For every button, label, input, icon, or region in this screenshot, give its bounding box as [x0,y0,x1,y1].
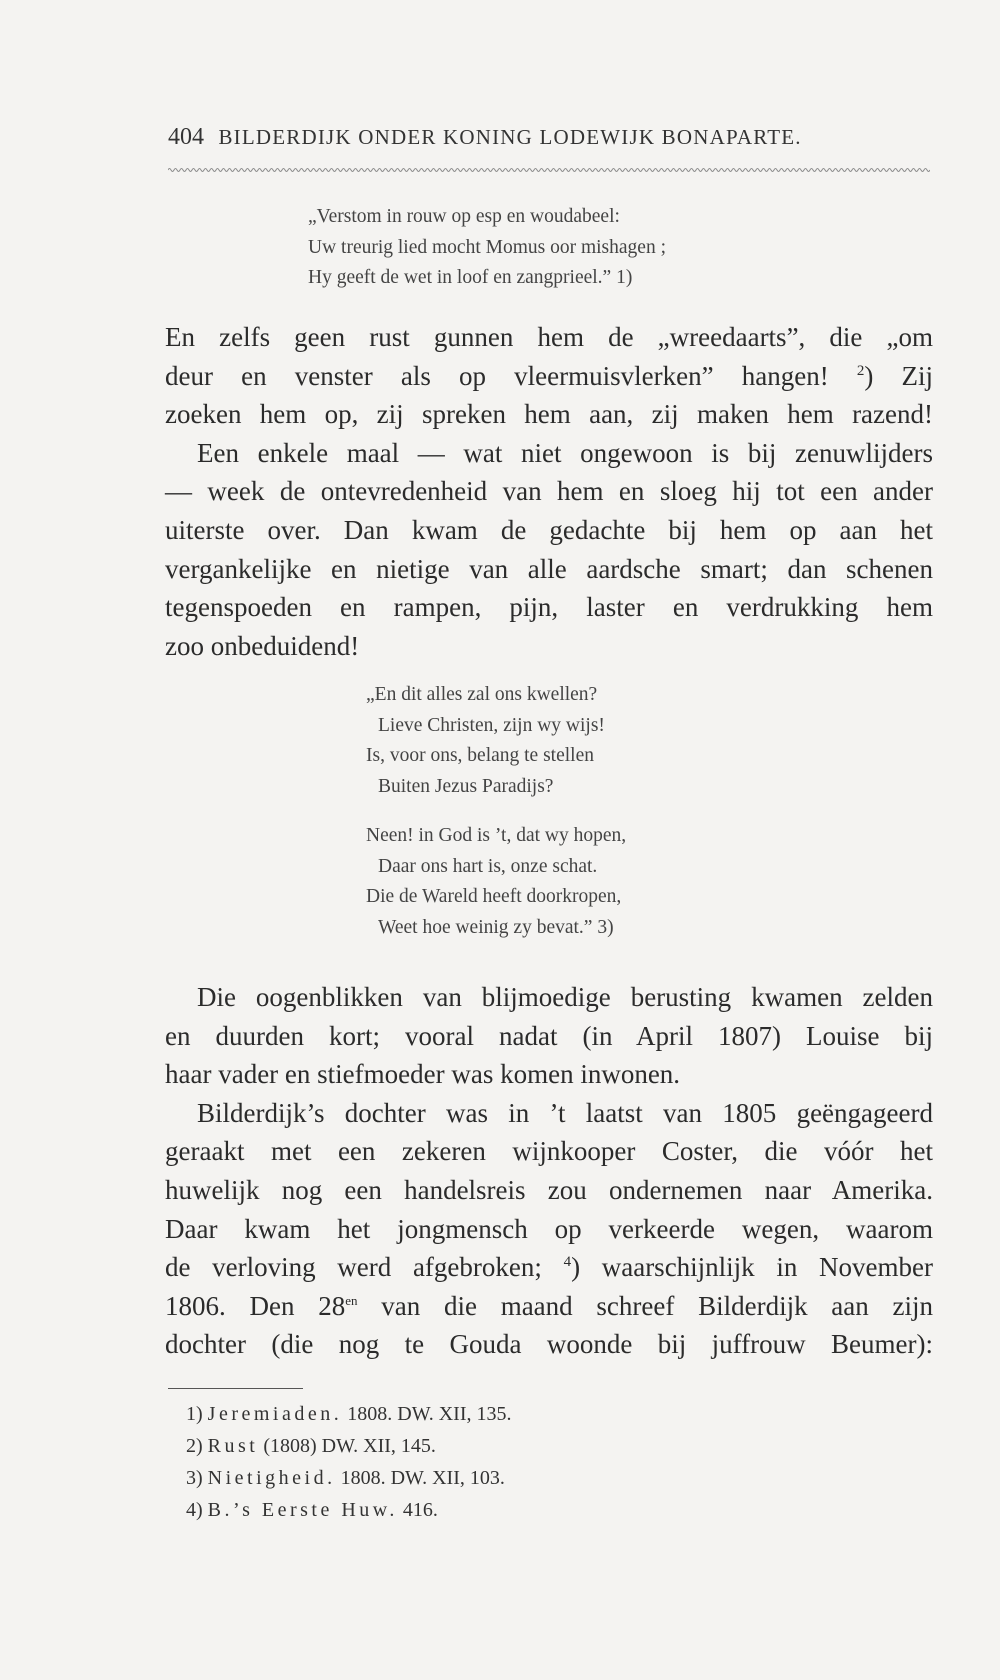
paragraph-1 [165,318,933,665]
poem-line: „Verstom in rouw op esp en woudabeel: [308,206,620,227]
footnote-3: 3) Nietigheid. 1808. DW. XII, 103. [186,1467,505,1489]
poem-line: Neen! in God is ’t, dat wy hopen, [366,825,627,846]
poem-line: Buiten Jezus Paradijs? [378,775,554,797]
text-line: en duurden kort; vooral nadat (in April 1807) Louise bij [165,1020,933,1051]
footnote-1: 1) Jeremiaden. 1808. DW. XII, 135. [186,1403,512,1425]
footnote-2: 2) Rust (1808) DW. XII, 145. [186,1435,436,1457]
text-line: uiterste over. Dan kwam de gedachte bij hem op aan het [165,514,933,545]
footnote-ref[interactable]: 4 [563,1254,572,1271]
text-line: Daar kwam het jongmensch op verkeerde wegen, waarom [165,1213,933,1244]
text-line: dochter (die nog te Gouda woonde bij juffrouw Beumer): [165,1329,933,1360]
poem-line: Daar ons hart is, onze schat. [378,855,598,877]
poem-line: „En dit alles zal ons kwellen? [366,684,598,705]
running-title: BILDERDIJK ONDER KONING LODEWIJK BONAPARTE. [218,125,802,149]
poem-quote-1 [308,202,666,294]
footnote-divider [168,1388,303,1389]
poem-line: Hy geeft de wet in loof en zangprieel.” 1) [308,267,633,288]
text-line: Bilderdijk’s dochter was in ’t laatst van 1805 geëngageerd [197,1097,933,1128]
footnotes [186,1398,512,1526]
text-line: En zelfs geen rust gunnen hem de „wreedaarts”, die „om [165,322,933,352]
ornamental-rule [168,166,930,174]
poem-line: Is, voor ons, belang te stellen [366,745,594,766]
text-line: zoo onbeduidend! [165,630,360,661]
poem-quote-2 [366,680,626,943]
text-line: — week de ontevredenheid van hem en sloeg hij tot een ander [165,476,933,507]
text-line: Die oogenblikken van blijmoedige berusting kwamen zelden [197,982,933,1012]
text-line: deur en venster als op vleermuisvlerken” hangen! $^2$) Zij [165,360,933,391]
poem-line: Uw treurig lied mocht Momus oor mishagen ; [308,236,666,258]
text-line: de verloving werd afgebroken; $^4$) waarschijnlijk in November [165,1252,933,1283]
poem-line: Lieve Christen, zijn wy wijs! [378,714,605,736]
text-line: geraakt met een zekeren wijnkooper Coster, die vóór het [165,1136,933,1167]
text-line: Een enkele maal — wat niet ongewoon is bij zenuwlijders [197,437,933,468]
running-header [168,124,928,151]
footnote-ref[interactable]: 2 [856,362,865,379]
text-line: zoeken hem op, zij spreken hem aan, zij maken hem razend! [165,399,933,430]
text-line: vergankelijke en nietige van alle aardsche smart; dan schenen [165,553,933,584]
text-line: huwelijk nog een handelsreis zou ondernemen naar Amerika. [165,1174,933,1205]
text-line: haar vader en stiefmoeder was komen inwonen. [165,1059,681,1090]
paragraph-2 [165,978,933,1364]
poem-line: Weet hoe weinig zy bevat.” 3) [378,916,614,938]
footnote-4: 4) B.’s Eerste Huw. 416. [186,1499,438,1521]
text-line: tegenspoeden en rampen, pijn, laster en verdrukking hem [165,592,933,623]
poem-line: Die de Wareld heeft doorkropen, [366,886,622,907]
text-line: 1806. Den $28^{en}$ van die maand schreef Bilderdijk aan zijn [165,1290,934,1321]
page-number: 404 [168,124,204,150]
